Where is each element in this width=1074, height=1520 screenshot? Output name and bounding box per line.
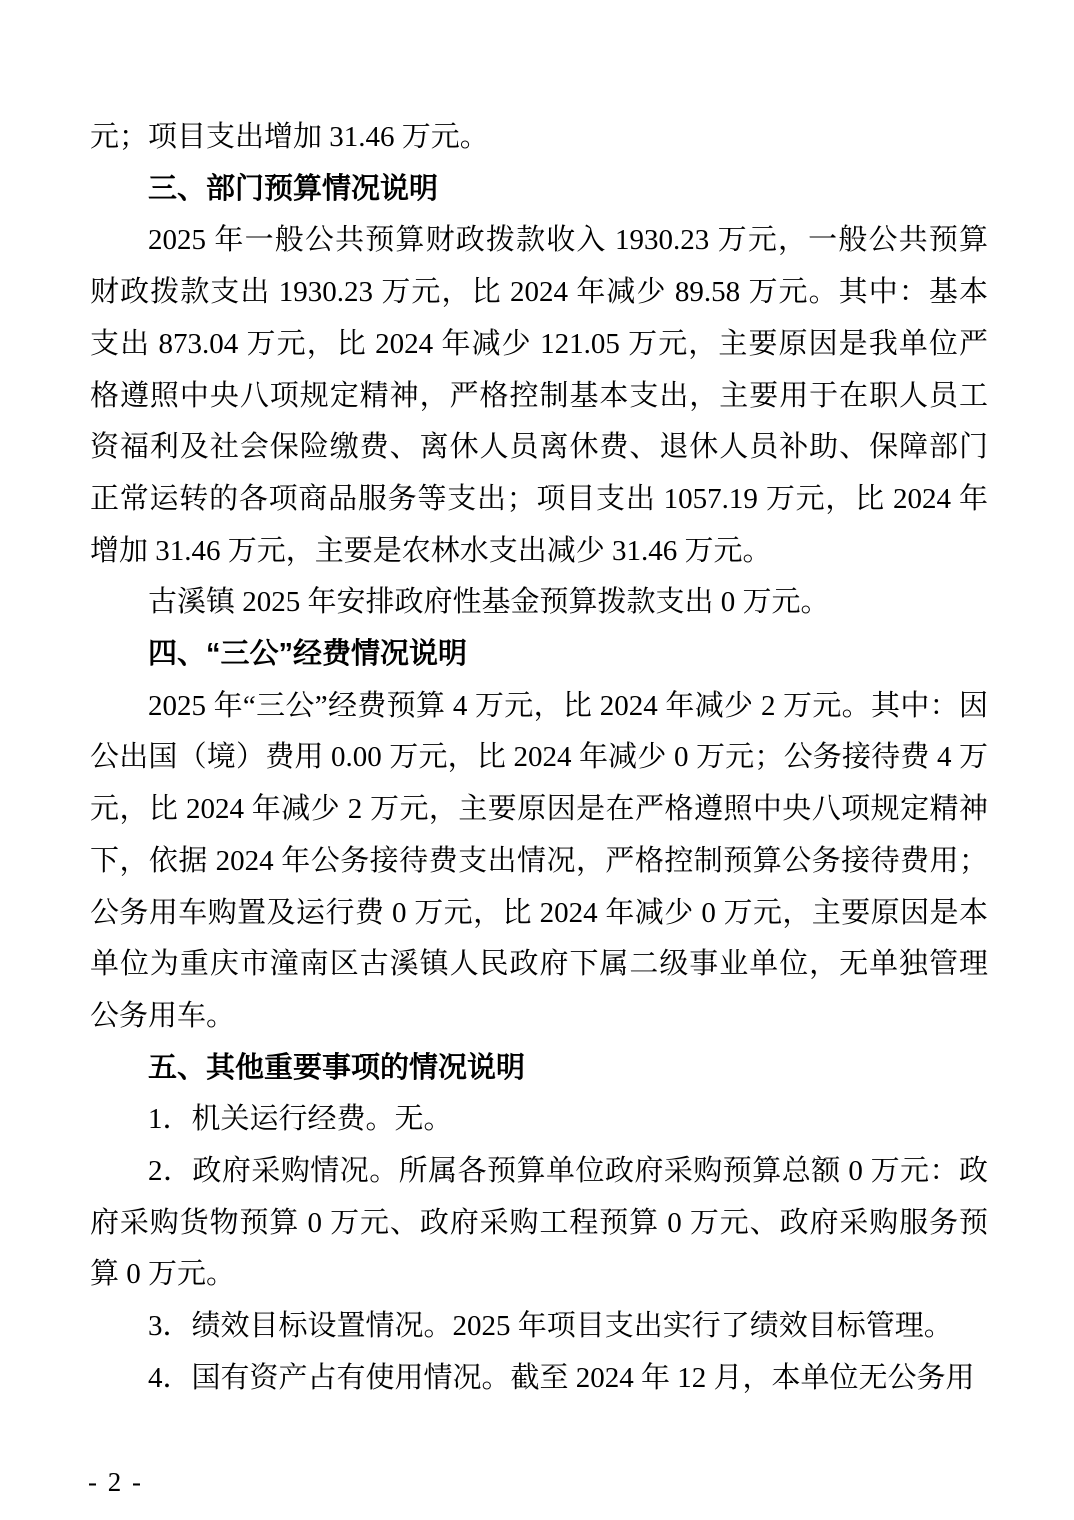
page-number: - 2 - (88, 1467, 143, 1497)
document-page (90, 112, 988, 1405)
paragraph-item-4: 4．国有资产占有使用情况。截至 2024 年 12 月，本单位无公务用 (148, 1361, 975, 1394)
section-heading-5: 五、其他重要事项的情况说明 (148, 1051, 526, 1084)
paragraph-item-3: 3．绩效目标设置情况。2025 年项目支出实行了绩效目标管理。 (148, 1310, 953, 1343)
paragraph-item-1: 1．机关运行经费。无。 (148, 1103, 453, 1136)
paragraph-budget-overview: 2025 年一般公共预算财政拨款收入 1930.23 万元，一般公共预算财政拨款支出 1930.23 万元，比 2024 年减少 89.58 万元。其中：基本支出 873.04 万元，比 2024 年减少 121.05 万元，主要原因是我单位严格遵照中央八项规定精神，严格控制基本支出，主要用于在职人员工资福利及社会保险缴费、离休人员离休费、退休人员补助、保障部门正常运转的各项商品服务等支出；项目支出 1057.19 万元，比 2024 年增加 31.46 万元，主要是农林水支出减少 31.46 万元。 (90, 224, 988, 567)
paragraph-item-2: 2．政府采购情况。所属各预算单位政府采购预算总额 0 万元：政府采购货物预算 0 万元、政府采购工程预算 0 万元、政府采购服务预算 0 万元。 (90, 1155, 988, 1291)
paragraph-gov-fund: 古溪镇 2025 年安排政府性基金预算拨款支出 0 万元。 (148, 586, 830, 619)
paragraph-three-public-expenses: 2025 年“三公”经费预算 4 万元，比 2024 年减少 2 万元。其中：因公出国（境）费用 0.00 万元，比 2024 年减少 0 万元；公务接待费 4 万元，比 2024 年减少 2 万元，主要原因是在严格遵照中央八项规定精神下，依据 2024 年公务接待费支出情况，严格控制预算公务接待费用；公务用车购置及运行费 0 万元，比 2024 年减少 0 万元，主要原因是本单位为重庆市潼南区古溪镇人民政府下属二级事业单位，无单独管理公务用车。 (90, 689, 988, 1032)
section-heading-3: 三、部门预算情况说明 (148, 172, 439, 205)
section-heading-4: 四、“三公”经费情况说明 (148, 638, 468, 671)
paragraph-continuation: 元；项目支出增加 31.46 万元。 (90, 121, 489, 153)
